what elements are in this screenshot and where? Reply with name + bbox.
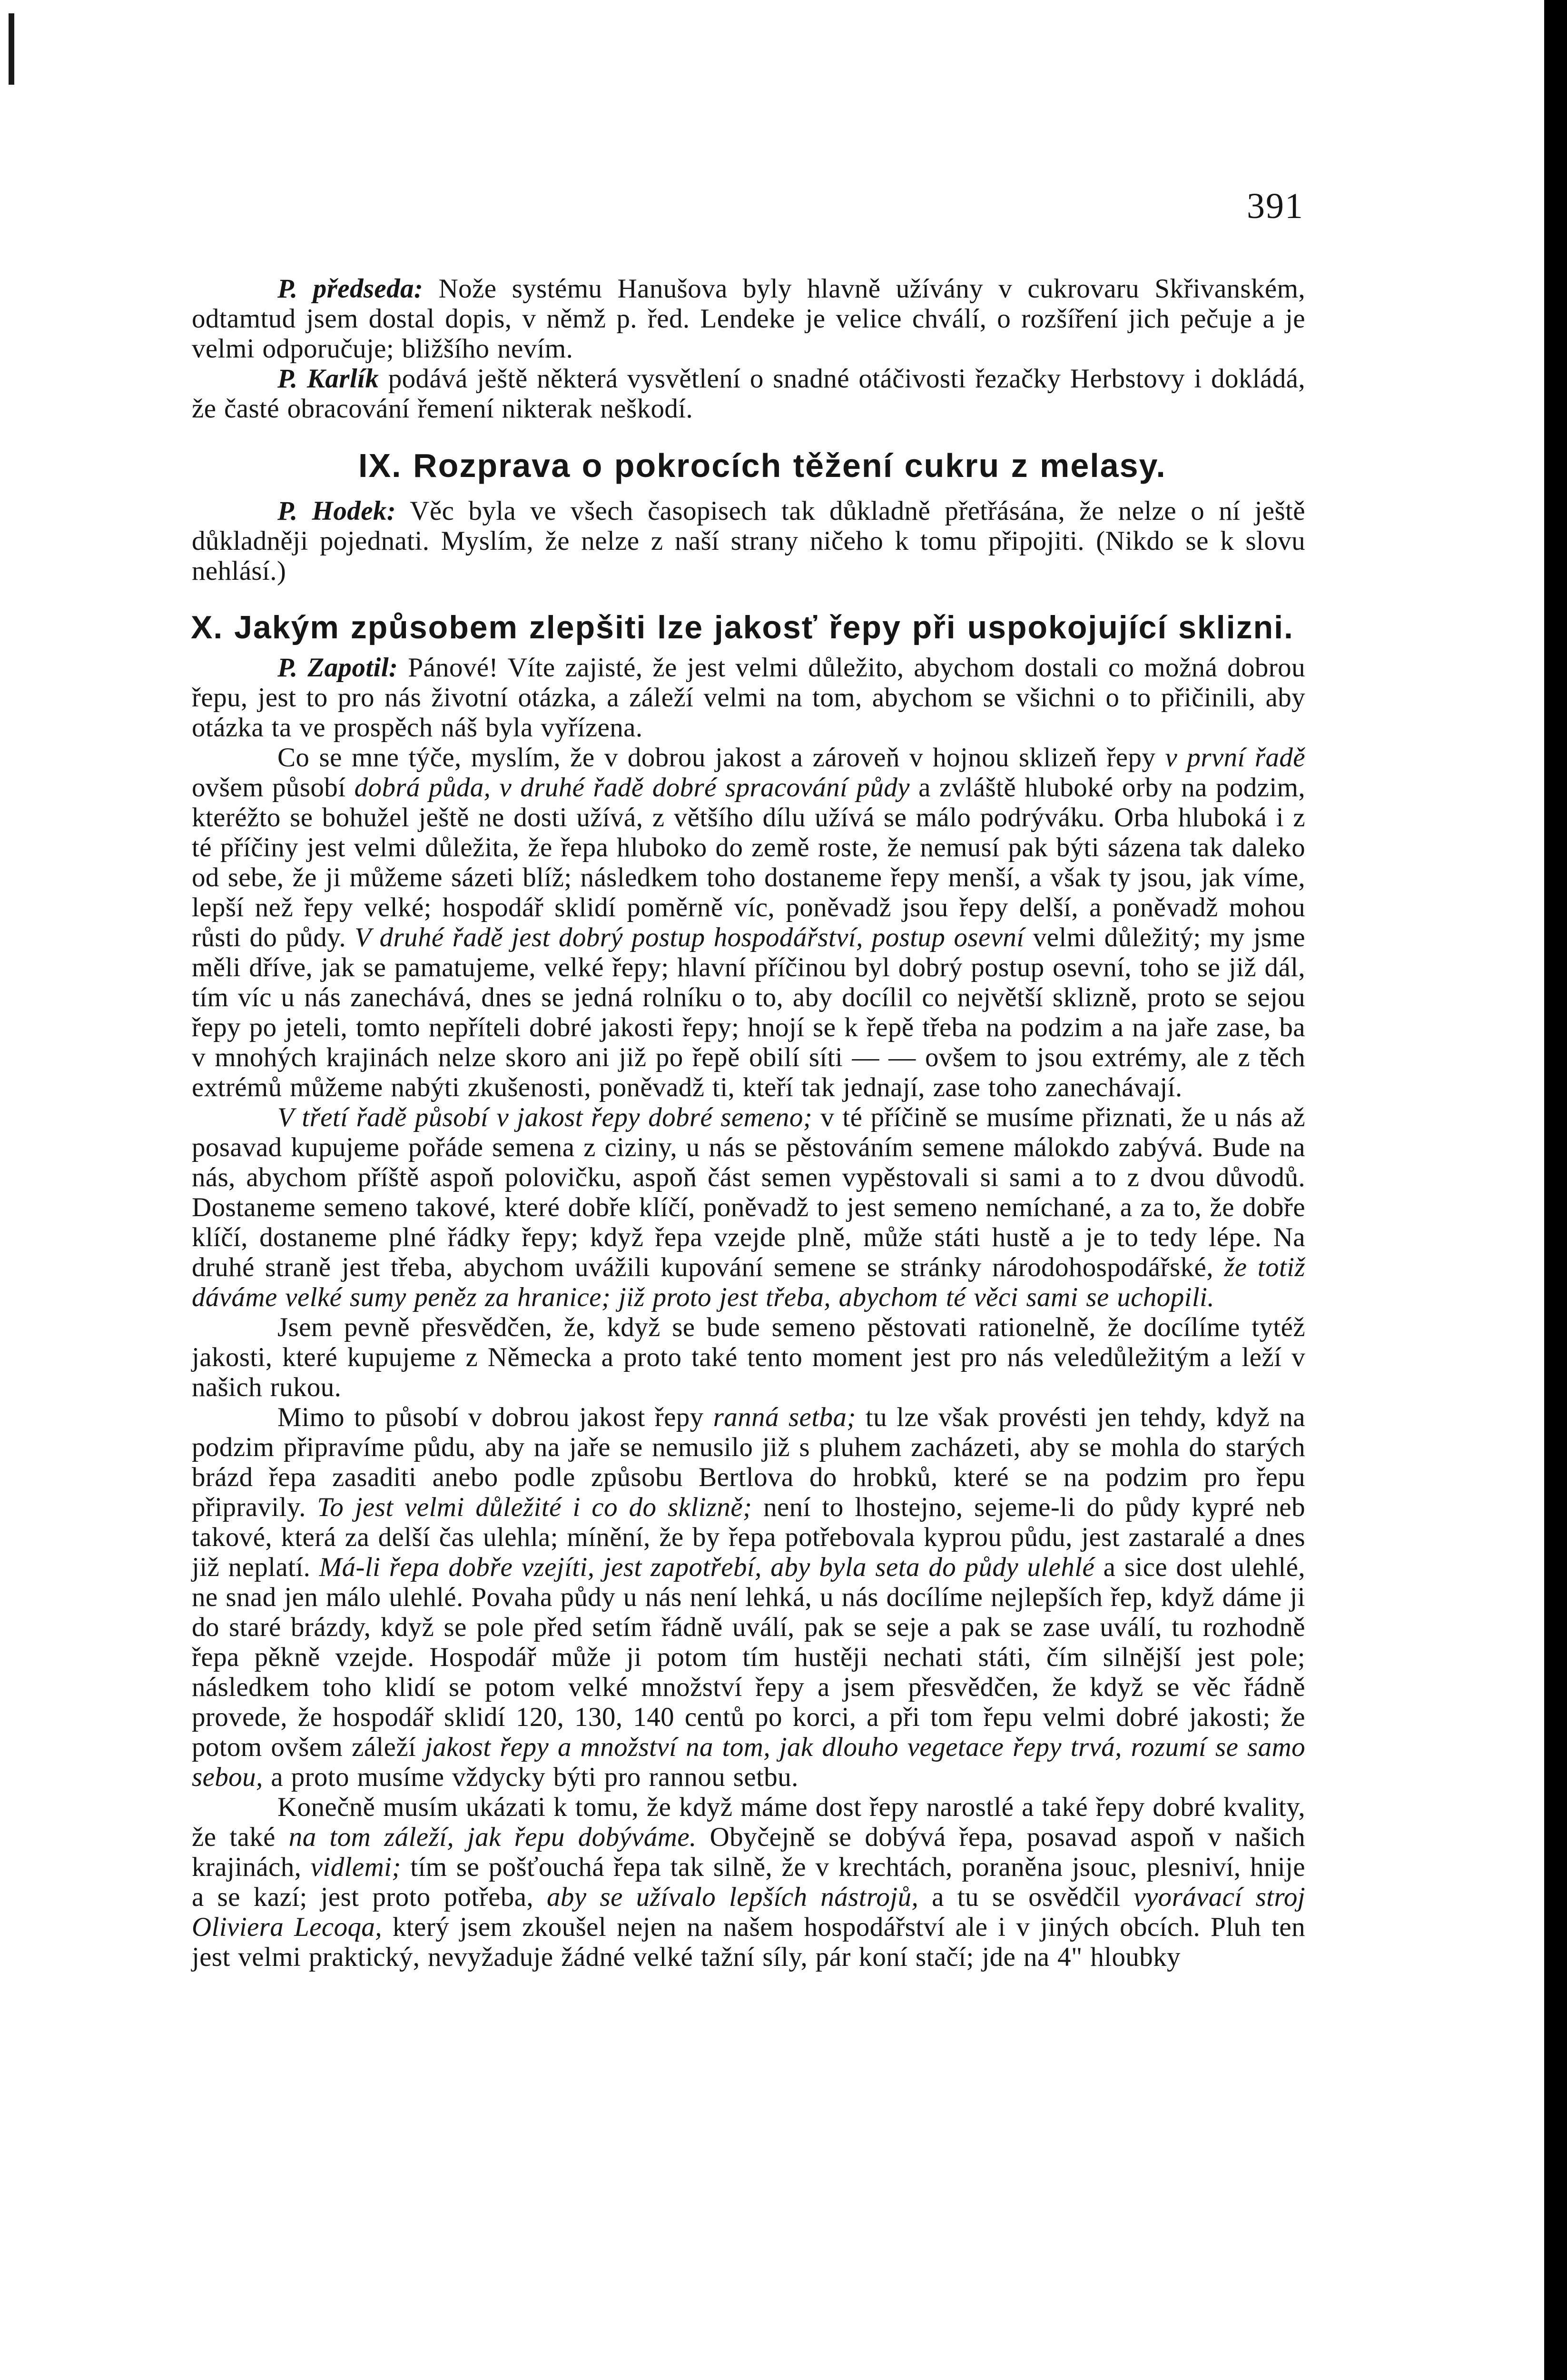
emphasis-run: na tom záleží, jak řepu dobýváme.: [288, 1822, 697, 1852]
paragraph-text: Nože systému Hanušova byly hlavně užívány v cukrovaru Skřivanském, odtamtud jsem dostal dopis, v němž p. řed. Lendeke je velice chválí, o rozšíření jich pečuje a je velmi odporučuje; bližšího nevím.: [192, 274, 1306, 364]
text-run: ovšem působí: [192, 773, 355, 803]
paragraph-text: Věc byla ve všech časopisech tak důkladně přetřásána, že nelze o ní ještě důkladněji pojednati. Myslím, že nelze z naší strany ničeho k tomu připojiti. (Nikdo se k slovu nehlásí.): [192, 496, 1305, 586]
text-run: Konečně musím ukázati k tomu, že když máme dost řepy narostlé a také řepy dobré kvality, že také: [192, 1792, 1305, 1852]
text-run: tu lze však provésti jen tehdy, když na podzim připravíme půdu, aby na jaře se nemusilo již s pluhem zacházeti, aby se mohla do starých brázd řepa zasaditi anebo podle způsobu Bertlova do hrobků, které se na podzim pro řepu připravily.: [192, 1402, 1305, 1522]
emphasis-run: Má-li řepa dobře vzejíti, jest zapotřebí, aby byla seta do půdy ulehlé: [319, 1552, 1095, 1582]
text-run: Mimo to působí v dobrou jakost řepy: [277, 1402, 713, 1432]
paragraph-text: podává ještě některá vysvětlení o snadné otáčivosti řezačky Herbstovy i dokládá, že časté obracování řemení nikterak neškodí.: [192, 364, 1305, 424]
emphasis-run: vidlemi;: [310, 1852, 401, 1882]
emphasis-run: dobrá půda, v druhé řadě dobré spracování půdy: [354, 773, 910, 803]
text-run: není to lhostejno, sejeme-li do půdy kypré neb takové, která za delší čas ulehla; mínění, že by řepa potřebovala kyprou půdu, jest zastaralé a dnes již neplatí.: [192, 1492, 1306, 1582]
speaker-name: P. Karlík: [277, 364, 379, 394]
text-run: Obyčejně se dobývá řepa, posavad aspoň v našich krajinách,: [192, 1822, 1306, 1882]
paragraph-zapotil: [192, 653, 1305, 743]
paragraph-hodek: [192, 496, 1305, 586]
text-run: tím se pošťouchá řepa tak silně, že v krechtách, poraněna jsouc, plesniví, hnije a se kazí; jest proto potřeba,: [192, 1852, 1306, 1912]
text-run: v té příčině se musíme přiznati, že u nás až posavad kupujeme pořáde semena z ciziny, u nás se pěstováním semene málokdo zabývá. Bude na nás, abychom příště aspoň polovičku, aspoň část semen vypěstovali si sami a to z dvou důvodů. Dostaneme semeno takové, které dobře klíčí, poněvadž to jest semeno nemíchané, a za to, že dobře klíčí, dostaneme plné řádky řepy; když řepa vzejde plně, může státi hustě a je to tedy lépe. Na druhé straně jest třeba, abychom uvážili kupování semene se stránky národohospodářské,: [192, 1102, 1305, 1282]
text-run: který jsem zkoušel nejen na našem hospodářství ale i v jiných obcích. Pluh ten jest velmi praktický, nevyžaduje žádné velké tažní síly, pár koní stačí; jde na 4" hloubky: [192, 1912, 1306, 1972]
emphasis-run: v první řadě: [1165, 743, 1305, 773]
emphasis-run: aby se užívalo lepších nástrojů,: [547, 1882, 919, 1912]
speaker-name: P. Zapotil:: [277, 653, 398, 683]
text-run: Co se mne týče, myslím, že v dobrou jakost a zároveň v hojnou sklizeň řepy: [277, 743, 1165, 773]
paragraph-predseda: [192, 274, 1305, 364]
emphasis-run: To jest velmi důležité i co do sklizně;: [317, 1492, 752, 1522]
speaker-name: P. Hodek:: [277, 496, 396, 526]
emphasis-run: jakost řepy a množství na tom, jak dlouho vegetace řepy trvá, rozumí se samo sebou,: [192, 1732, 1305, 1792]
text-run: velmi důležitý; my jsme měli dříve, jak se pamatujeme, velké řepy; hlavní příčinou byl dobrý postup osevní, toho se již dál, tím víc u nás zanechává, dnes se jedná rolníku o to, aby docílil co největší sklizně, proto se sejou řepy po jeteli, tomto nepříteli dobré jakosti řepy; hnojí se k řepě třeba na podzim a na jaře zase, ba v mnohých krajinách nelze skoro ani již po řepě obilí síti — — ovšem to jsou extrémy, ale z těch extrémů můžeme nabýti zkušenosti, poněvadž ti, kteří tak jednají, zase toho zanechávají.: [192, 922, 1306, 1102]
emphasis-run: ranná setba;: [713, 1402, 856, 1432]
text-run: a proto musíme vždycky býti pro rannou setbu.: [263, 1762, 798, 1792]
paragraph-presvedcen: Jsem pevně přesvědčen, že, když se bude semeno pěstovati rationelně, že docílíme tytéž jakosti, které kupujeme z Německa a proto také tento moment jest pro nás veledůležitým a leží v našich rukou.: [192, 1312, 1305, 1402]
paragraph-setba: [192, 1402, 1305, 1792]
emphasis-run: vyorávací stroj Oliviera Lecoqa,: [192, 1882, 1305, 1942]
section-heading-x: X. Jakým způsobem zlepšiti lze jakosť řepy při uspokojující sklizni.: [191, 609, 1294, 645]
text-run: a sice dost ulehlé, ne snad jen málo ulehlé. Povaha půdy u nás není lehká, u nás docílíme nejlepších řep, když dáme ji do staré brázdy, když se pole před setím řádně uválí, pak se seje a pak se zase uválí, tu rozhodně řepa pěkně vzejde. Hospodář může ji potom tím hustěji nechati státi, čím silnější jest pole; následkem toho klidí se potom velké množství řepy a jsem přesvědčen, že když se věc řádně provede, že hospodář sklidí 120, 130, 140 centů po korci, a při tom řepu velmi dobré jakosti; že potom ovšem záleží: [192, 1552, 1305, 1762]
emphasis-run: V třetí řadě působí v jakost řepy dobré semeno;: [277, 1102, 813, 1132]
speaker-name: P. předseda:: [277, 274, 424, 304]
paragraph-semeno: [192, 1102, 1305, 1312]
paragraph-orba: [192, 743, 1305, 1102]
section-heading-ix: IX. Rozprava o pokrocích těžení cukru z melasy.: [358, 447, 1166, 484]
emphasis-run: že totiž dáváme velké sumy peněz za hranice; již proto jest třeba, abychom té věci sami se uchopili.: [192, 1252, 1305, 1312]
text-run: a tu se osvědčil: [918, 1882, 1134, 1912]
text-run: a zvláště hluboké orby na podzim, kteréžto se bohužel ještě ne dosti užívá, z většího dílu užívá se málo podrýváku. Orba hluboká i z té příčiny jest velmi důležita, že řepa hluboko do země roste, že nemusí pak býti sázena tak daleko od sebe, že ji můžeme sázeti blíž; následkem toho dostaneme řepy menší, a však ty jsou, jak víme, lepší než řepy velké; hospodář sklidí poměrně víc, poněvadž jsou řepy delší, a poněvadž mohou růsti do půdy.: [192, 773, 1305, 952]
page-number: 391: [1247, 186, 1304, 226]
paragraph-karlik: [192, 364, 1305, 424]
emphasis-run: V druhé řadě jest dobrý postup hospodářství, postup osevní: [355, 922, 1025, 952]
scan-edge-mark: [9, 13, 14, 85]
page-body: [192, 274, 1305, 1972]
paragraph-dobyvani: [192, 1792, 1305, 1972]
paragraph-text: Pánové! Víte zajisté, že jest velmi důležito, abychom dostali co možná dobrou řepu, jest to pro nás životní otázka, a záleží velmi na tom, abychom se všichni o to přičinili, aby otázka ta ve prospěch náš byla vyřízena.: [192, 653, 1305, 743]
